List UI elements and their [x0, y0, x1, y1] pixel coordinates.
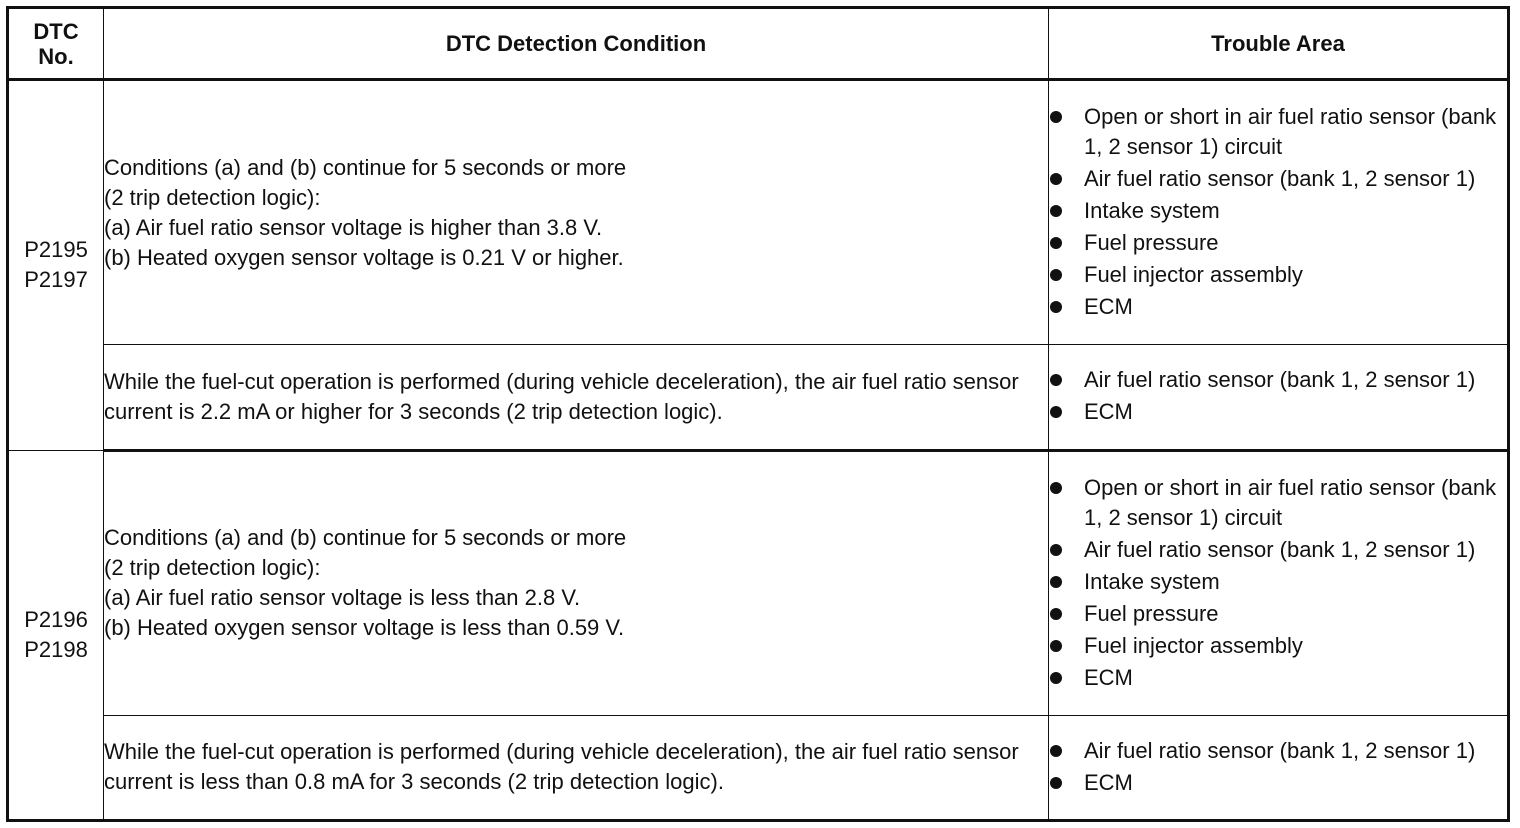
condition-cell: Conditions (a) and (b) continue for 5 seconds or more (2 trip detection logic): (a) Air fuel ratio sensor voltage is less than 2.8 V. (b) Heated oxygen sensor voltage is less than 0.59 V.: [104, 450, 1049, 715]
trouble-area-cell: [1049, 80, 1509, 345]
bullet-icon: [1050, 777, 1062, 789]
trouble-area-text: Fuel injector assembly: [1084, 262, 1303, 288]
list-item: [1049, 736, 1507, 766]
trouble-area-text: Air fuel ratio sensor (bank 1, 2 sensor 1): [1084, 166, 1476, 192]
trouble-area-text: ECM: [1084, 294, 1133, 320]
list-item: [1049, 260, 1507, 290]
bullet-icon: [1050, 205, 1062, 217]
bullet-icon: [1050, 482, 1062, 494]
condition-cell: While the fuel-cut operation is performed (during vehicle deceleration), the air fuel ratio sensor current is less than 0.8 mA for 3 seconds (2 trip detection logic).: [104, 715, 1049, 820]
condition-cell: While the fuel-cut operation is performed (during vehicle deceleration), the air fuel ratio sensor current is 2.2 mA or higher for 3 seconds (2 trip detection logic).: [104, 345, 1049, 450]
trouble-area-text: Fuel pressure: [1084, 600, 1219, 626]
trouble-area-cell: [1049, 450, 1509, 715]
trouble-area-list: [1049, 365, 1507, 427]
trouble-area-list: [1049, 473, 1507, 693]
condition-cell: Conditions (a) and (b) continue for 5 seconds or more (2 trip detection logic): (a) Air fuel ratio sensor voltage is higher than 3.8 V. (b) Heated oxygen sensor voltage is 0.21 V or higher.: [104, 80, 1049, 345]
list-item: [1049, 164, 1507, 194]
trouble-area-cell: [1049, 715, 1509, 820]
bullet-icon: [1050, 111, 1062, 123]
trouble-area-text: Open or short in air fuel ratio sensor (bank 1, 2 sensor 1) circuit: [1084, 104, 1497, 160]
bullet-icon: [1050, 374, 1062, 386]
table-row: [8, 80, 1509, 345]
bullet-icon: [1050, 269, 1062, 281]
list-item: [1049, 567, 1507, 597]
list-item: [1049, 196, 1507, 226]
table-header-row: [8, 8, 1509, 80]
trouble-area-cell: [1049, 345, 1509, 450]
list-item: [1049, 292, 1507, 322]
table-row: [8, 450, 1509, 715]
trouble-area-text: Open or short in air fuel ratio sensor (bank 1, 2 sensor 1) circuit: [1084, 474, 1497, 530]
trouble-area-text: ECM: [1084, 399, 1133, 425]
trouble-area-text: Air fuel ratio sensor (bank 1, 2 sensor 1): [1084, 737, 1476, 763]
table-row: [8, 345, 1509, 450]
header-dtc-no: DTC No.: [8, 8, 104, 80]
list-item: [1049, 535, 1507, 565]
list-item: [1049, 473, 1507, 533]
bullet-icon: [1050, 544, 1062, 556]
header-detection-condition: DTC Detection Condition: [104, 8, 1049, 80]
list-item: [1049, 397, 1507, 427]
list-item: [1049, 663, 1507, 693]
trouble-area-text: ECM: [1084, 769, 1133, 795]
trouble-area-text: Intake system: [1084, 568, 1220, 594]
bullet-icon: [1050, 672, 1062, 684]
list-item: [1049, 365, 1507, 395]
trouble-area-text: Air fuel ratio sensor (bank 1, 2 sensor 1): [1084, 367, 1476, 393]
trouble-area-text: ECM: [1084, 664, 1133, 690]
bullet-icon: [1050, 406, 1062, 418]
table-row: [8, 715, 1509, 820]
list-item: [1049, 102, 1507, 162]
trouble-area-list: [1049, 736, 1507, 798]
list-item: [1049, 228, 1507, 258]
trouble-area-list: [1049, 102, 1507, 322]
trouble-area-text: Air fuel ratio sensor (bank 1, 2 sensor 1): [1084, 536, 1476, 562]
list-item: [1049, 631, 1507, 661]
bullet-icon: [1050, 237, 1062, 249]
trouble-area-text: Fuel pressure: [1084, 230, 1219, 256]
list-item: [1049, 768, 1507, 798]
dtc-table: [6, 6, 1510, 822]
bullet-icon: [1050, 745, 1062, 757]
bullet-icon: [1050, 301, 1062, 313]
trouble-area-text: Fuel injector assembly: [1084, 632, 1303, 658]
bullet-icon: [1050, 608, 1062, 620]
header-trouble-area: Trouble Area: [1049, 8, 1509, 80]
trouble-area-text: Intake system: [1084, 198, 1220, 224]
dtc-code-cell: P2195 P2197: [8, 80, 104, 450]
bullet-icon: [1050, 173, 1062, 185]
bullet-icon: [1050, 640, 1062, 652]
dtc-code-cell: P2196 P2198: [8, 450, 104, 820]
list-item: [1049, 599, 1507, 629]
bullet-icon: [1050, 576, 1062, 588]
